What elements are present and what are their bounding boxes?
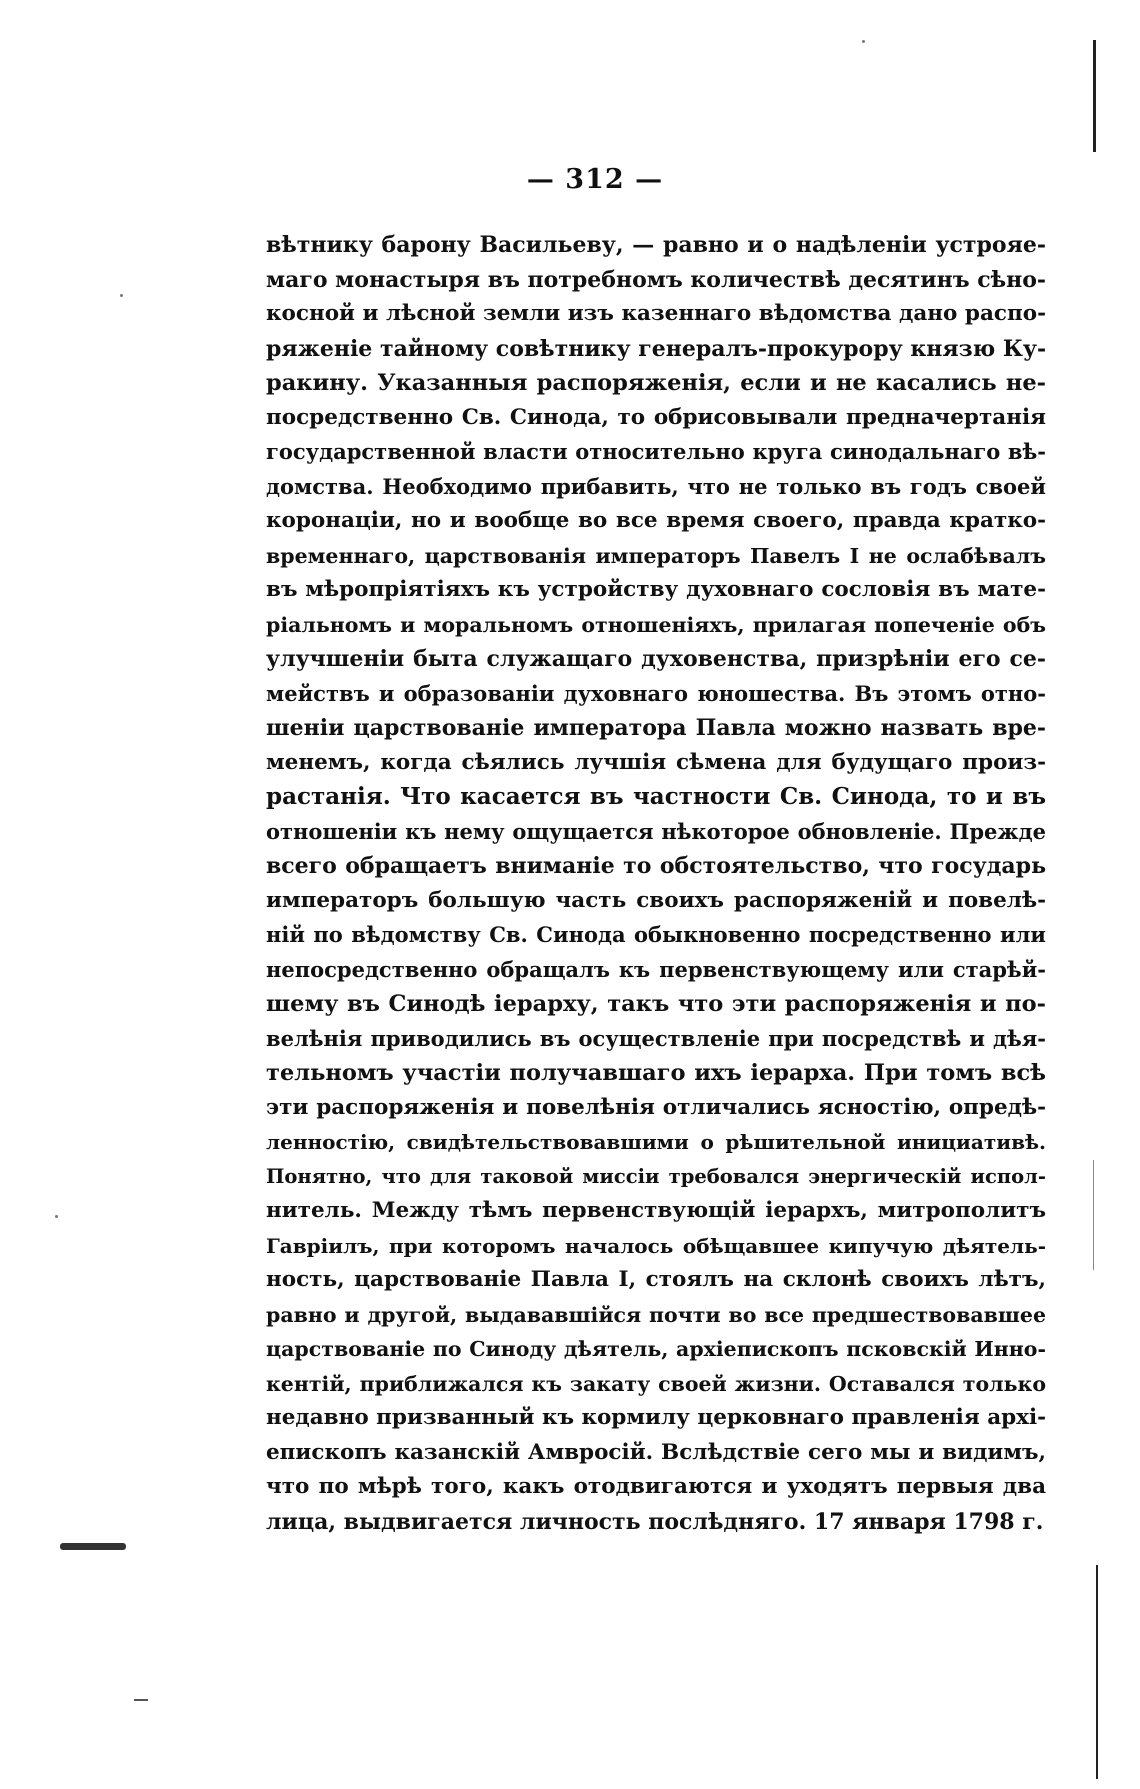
- text-line: улучшеніи быта служащаго духовенства, призрѣніи его се-: [266, 646, 1046, 672]
- text-line: царствованіе по Синоду дѣятель, архіепископъ псковскій Инно-: [266, 1337, 1046, 1361]
- text-line: косной и лѣсной земли изъ казеннаго вѣдомства дано распо-: [266, 301, 1046, 326]
- text-line: что по мѣрѣ того, какъ отодвигаются и уходятъ первыя два: [266, 1474, 1046, 1499]
- text-line: менемъ, когда сѣялись лучшія сѣмена для будущаго произ-: [266, 749, 1046, 775]
- scan-edge-bottom-right: [1096, 1565, 1098, 1779]
- text-line: отношеніи къ нему ощущается нѣкоторое обновленіе. Прежде: [266, 818, 1046, 844]
- text-line: въ мѣропріятіяхъ къ устройству духовнаго сословія въ мате-: [266, 577, 1046, 602]
- text-line: маго монастыря въ потребномъ количествѣ десятинъ сѣно-: [266, 266, 1046, 293]
- text-line: государственной власти относительно круга синодальнаго вѣ-: [266, 439, 1046, 464]
- page-number: — 312 —: [526, 164, 664, 195]
- text-line: равно и другой, выдававшійся почти во все предшествовавшее: [266, 1302, 1046, 1327]
- text-line: мействъ и образованіи духовнаго юношества. Въ этомъ отно-: [266, 680, 1046, 706]
- scan-speck: [120, 294, 123, 297]
- scan-dash: [134, 1699, 148, 1701]
- text-line: эти распоряженія и повелѣнія отличались ясностію, опредѣ-: [266, 1094, 1046, 1120]
- text-line: императоръ большую часть своихъ распоряженій и повелѣ-: [266, 887, 1046, 913]
- text-line: домства. Необходимо прибавить, что не только въ годъ своей: [266, 473, 1046, 499]
- text-line: Понятно, что для таковой миссіи требовался энергическій испол-: [266, 1164, 1046, 1188]
- text-line-last: лица, выдвигается личность послѣдняго. 17 января 1798 г.: [266, 1508, 1044, 1535]
- text-line: шеніи царствованіе императора Павла можно назвать вре-: [266, 715, 1046, 741]
- text-line: непосредственно обращалъ къ первенствующему или старѣй-: [266, 956, 1046, 982]
- scan-edge-mid-right: [1093, 1160, 1094, 1270]
- text-line: недавно призванный къ кормилу церковнаго правленія архі-: [266, 1405, 1046, 1430]
- text-line: посредственно Св. Синода, то обрисовывали предначертанія: [266, 404, 1046, 430]
- text-line: всего обращаетъ вниманіе то обстоятельство, что государь: [266, 853, 1046, 879]
- text-line: ленностію, свидѣтельствовавшими о рѣшительной инициативѣ.: [266, 1130, 1046, 1154]
- body-text: [266, 228, 1046, 1539]
- text-line: епископъ казанскій Амвросій. Вслѣдствіе сего мы и видимъ,: [266, 1439, 1046, 1465]
- text-line: коронаціи, но и вообще во все время своего, правда кратко-: [266, 508, 1046, 533]
- text-line: ряженіе тайному совѣтнику генералъ-прокурору князю Ку-: [266, 335, 1046, 362]
- scan-speck: [55, 1215, 58, 1218]
- text-line: велѣнія приводились въ осуществленіе при посредствѣ и дѣя-: [266, 1025, 1046, 1051]
- text-line: ній по вѣдомству Св. Синода обыкновенно посредственно или: [266, 922, 1046, 947]
- text-line: кентій, приближался къ закату своей жизни. Оставался только: [266, 1371, 1046, 1396]
- text-line: Гавріилъ, при которомъ началось обѣщавшее кипучую дѣятель-: [266, 1233, 1046, 1258]
- text-line: ность, царствованіе Павла I, стоялъ на склонѣ своихъ лѣтъ,: [266, 1267, 1046, 1292]
- text-line: ракину. Указанныя распоряженія, если и не касались не-: [266, 370, 1046, 396]
- text-line: ріальномъ и моральномъ отношеніяхъ, прилагая попеченіе объ: [266, 612, 1046, 637]
- text-line: растанія. Что касается въ частности Св. Синода, то и въ: [266, 783, 1046, 810]
- text-line: временнаго, царствованія императоръ Павелъ I не ослабѣвалъ: [266, 543, 1046, 568]
- scan-speck: [862, 40, 865, 43]
- text-line: шему въ Синодѣ іерарху, такъ что эти распоряженія и по-: [266, 991, 1046, 1017]
- text-line: вѣтнику барону Васильеву, — равно и о надѣленіи устрояе-: [266, 232, 1046, 258]
- scan-smudge: [60, 1543, 126, 1550]
- text-line: нитель. Между тѣмъ первенствующій іерархъ, митрополитъ: [266, 1198, 1046, 1223]
- text-line: тельномъ участіи получавшаго ихъ іерарха. При томъ всѣ: [266, 1060, 1046, 1086]
- scan-edge-top-right: [1093, 40, 1096, 152]
